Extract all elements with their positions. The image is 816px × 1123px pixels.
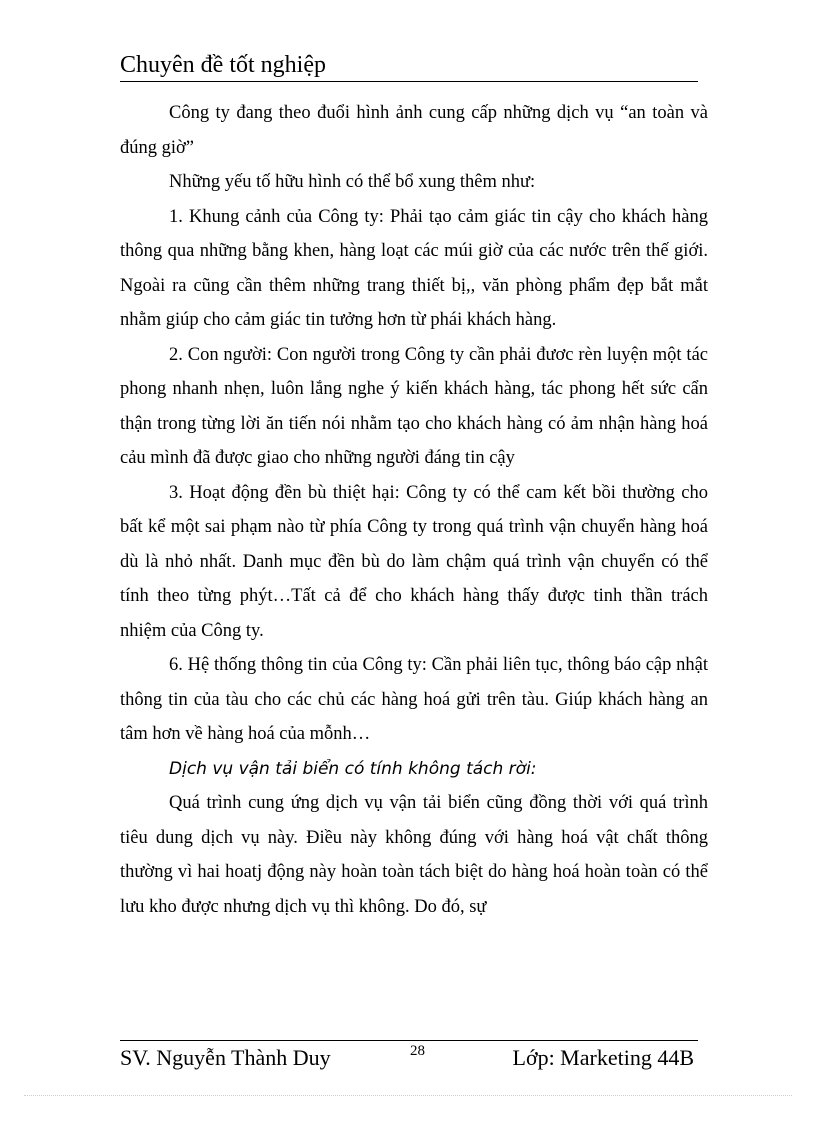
paragraph-intro: Công ty đang theo đuổi hình ảnh cung cấp những dịch vụ “an toàn và đúng giờ” <box>120 103 708 158</box>
page-number: 28 <box>410 1043 425 1059</box>
footer-class-name: Lớp: Marketing 44B <box>512 1045 694 1070</box>
footer-student-name: SV. Nguyễn Thành Duy <box>120 1045 331 1070</box>
paragraph-inseparability: Quá trình cung ứng dịch vụ vận tải biển cũng đồng thời với quá trình tiêu dung dịch vụ này. Điều này không đúng với hàng hoá vật chất thông thường vì hai hoatj động này hoàn toàn tách biệt do hàng hoá hoàn toàn có thể lưu kho được nhưng dịch vụ thì không. Do đó, sự <box>120 793 708 917</box>
page-footer <box>120 1040 698 1081</box>
header-title: Chuyên đề tốt nghiệp <box>120 52 326 78</box>
paragraph-item-3: 3. Hoạt động đền bù thiệt hại: Công ty có thể cam kết bồi thường cho bất kể một sai phạm nào từ phía Công ty trong quá trình vận chuyển hàng hoá dù là nhỏ nhất. Danh mục đền bù do làm chậm quá trình vận chuyển có thể tính theo từng phýt…Tất cả để cho khách hàng thấy được tinh thần trách nhiệm của Công ty. <box>120 482 708 641</box>
paragraph-tangible-factors: Những yếu tố hữu hình có thể bổ xung thêm như: <box>169 172 536 192</box>
paragraph-item-2: 2. Con người: Con người trong Công ty cần phải đươc rèn luyện một tác phong nhanh nhẹn, luôn lắng nghe ý kiến khách hàng, tác phong hết sức cẩn thận trong từng lời ăn tiến nói nhằm tạo cho khách hàng có ảm nhận hàng hoá cảu mình đã được giao cho những người đáng tin cậy <box>120 344 708 468</box>
paragraph-item-1: 1. Khung cảnh của Công ty: Phải tạo cảm giác tin cậy cho khách hàng thông qua những bằng khen, hàng loạt các múi giờ của các nước trên thế giới. Ngoài ra cũng cần thêm những trang thiết bị,, văn phòng phẩm đẹp bắt mắt nhằm giúp cho cảm giác tin tưởng hơn từ phái khách hàng. <box>120 206 708 330</box>
subheading-inseparability: Dịch vụ vận tải biển có tính không tách rời: <box>169 758 537 779</box>
page-header <box>120 50 698 82</box>
page-bottom-divider <box>24 1095 792 1096</box>
paragraph-item-6: 6. Hệ thống thông tin của Công ty: Cần phải liên tục, thông báo cập nhật thông tin của tàu cho các chủ các hàng hoá gửi trên tàu. Giúp khách hàng an tâm hơn về hàng hoá của mỗnh… <box>120 655 708 744</box>
document-body <box>120 96 708 924</box>
